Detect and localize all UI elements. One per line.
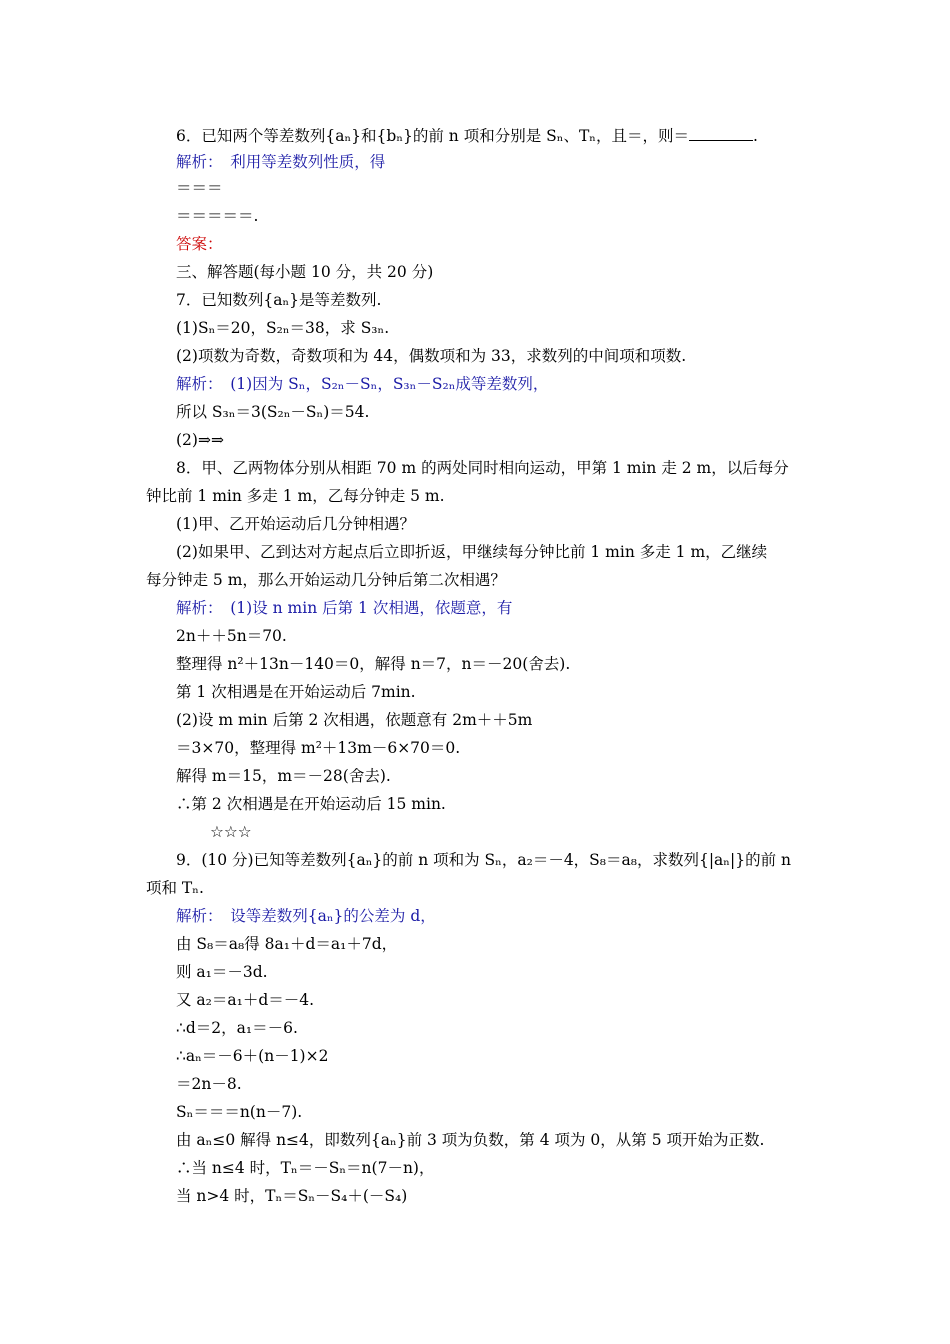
q8-line-1: 2n＋＋5n＝70.	[176, 627, 287, 645]
q9-stem-2: 项和 Tₙ.	[146, 879, 204, 897]
q8-analysis: 解析： (1)设 n min 后第 1 次相遇，依题意，有	[176, 599, 513, 617]
q7-analysis: 解析： (1)因为 Sₙ，S₂ₙ－Sₙ，S₃ₙ－S₂ₙ成等差数列，	[176, 375, 549, 393]
section-heading: 三、解答题(每小题 10 分，共 20 分)	[176, 263, 434, 281]
q6-line-1: ＝＝＝	[176, 179, 223, 197]
q7-line-1: 所以 S₃ₙ＝3(S₂ₙ－Sₙ)＝54.	[176, 403, 370, 421]
q8-part2-1: (2)如果甲、乙到达对方起点后立即折返，甲继续每分钟比前 1 min 多走 1 m，乙继续	[176, 543, 768, 561]
q9-line-8: 由 aₙ≤0 解得 n≤4，即数列{aₙ}前 3 项为负数，第 4 项为 0，从第 5 项开始为正数.	[176, 1131, 765, 1149]
q9-line-10: 当 n>4 时，Tₙ＝Sₙ－S₄＋(－S₄)	[176, 1187, 408, 1205]
q8-part1: (1)甲、乙开始运动后几分钟相遇？	[176, 515, 415, 533]
q7-line-2: (2)⇒⇒	[176, 431, 224, 449]
q9-line-6: ＝2n－8.	[176, 1075, 242, 1093]
q8-line-4: (2)设 m min 后第 2 次相遇，依题意有 2m＋＋5m	[176, 711, 533, 729]
q8-line-6: 解得 m＝15，m＝－28(舍去).	[176, 767, 391, 785]
q8-stem-1: 8．甲、乙两物体分别从相距 70 m 的两处同时相向运动，甲第 1 min 走 2 m，以后每分	[176, 459, 789, 477]
q8-line-5: ＝3×70，整理得 m²＋13m－6×70＝0.	[176, 739, 461, 757]
q9-line-3: 又 a₂＝a₁＋d＝－4.	[176, 991, 315, 1009]
q7-stem: 7．已知数列{aₙ}是等差数列.	[176, 291, 382, 309]
q8-line-7: ∴第 2 次相遇是在开始运动后 15 min.	[176, 795, 446, 813]
q9-line-1: 由 S₈＝a₈得 8a₁＋d＝a₁＋7d，	[176, 935, 398, 953]
q6-analysis: 解析： 利用等差数列性质，得	[176, 153, 386, 171]
q8-line-3: 第 1 次相遇是在开始运动后 7min.	[176, 683, 416, 701]
q9-line-4: ∴d＝2，a₁＝－6.	[176, 1019, 298, 1037]
q6-line-2: ＝＝＝＝＝.	[176, 207, 259, 225]
q7-part2: (2)项数为奇数，奇数项和为 44，偶数项和为 33，求数列的中间项和项数.	[176, 347, 687, 365]
q6-answer-label: 答案：	[176, 235, 223, 253]
q9-analysis: 解析： 设等差数列{aₙ}的公差为 d，	[176, 907, 436, 925]
stars-divider: ☆☆☆	[210, 823, 252, 841]
q9-stem-1: 9．(10 分)已知等差数列{aₙ}的前 n 项和为 Sₙ，a₂＝－4，S₈＝a₈，求数列{|aₙ|}的前 n	[176, 851, 791, 869]
q8-part2-2: 每分钟走 5 m，那么开始运动几分钟后第二次相遇？	[146, 571, 506, 589]
q8-line-2: 整理得 n²＋13n－140＝0，解得 n＝7，n＝－20(舍去).	[176, 655, 571, 673]
q9-line-7: Sₙ＝＝＝n(n－7).	[176, 1103, 303, 1121]
q6-stem: 6．已知两个等差数列{aₙ}和{bₙ}的前 n 项和分别是 Sₙ、Tₙ，且＝，则＝ .	[176, 127, 758, 145]
q9-line-9: ∴当 n≤4 时，Tₙ＝－Sₙ＝n(7－n)，	[176, 1159, 435, 1177]
q7-part1: (1)Sₙ＝20，S₂ₙ＝38，求 S₃ₙ.	[176, 319, 390, 337]
answer-blank	[689, 126, 753, 141]
q8-stem-2: 钟比前 1 min 多走 1 m，乙每分钟走 5 m.	[146, 487, 445, 505]
q9-line-5: ∴aₙ＝－6＋(n－1)×2	[176, 1047, 329, 1065]
q9-line-2: 则 a₁＝－3d.	[176, 963, 268, 981]
